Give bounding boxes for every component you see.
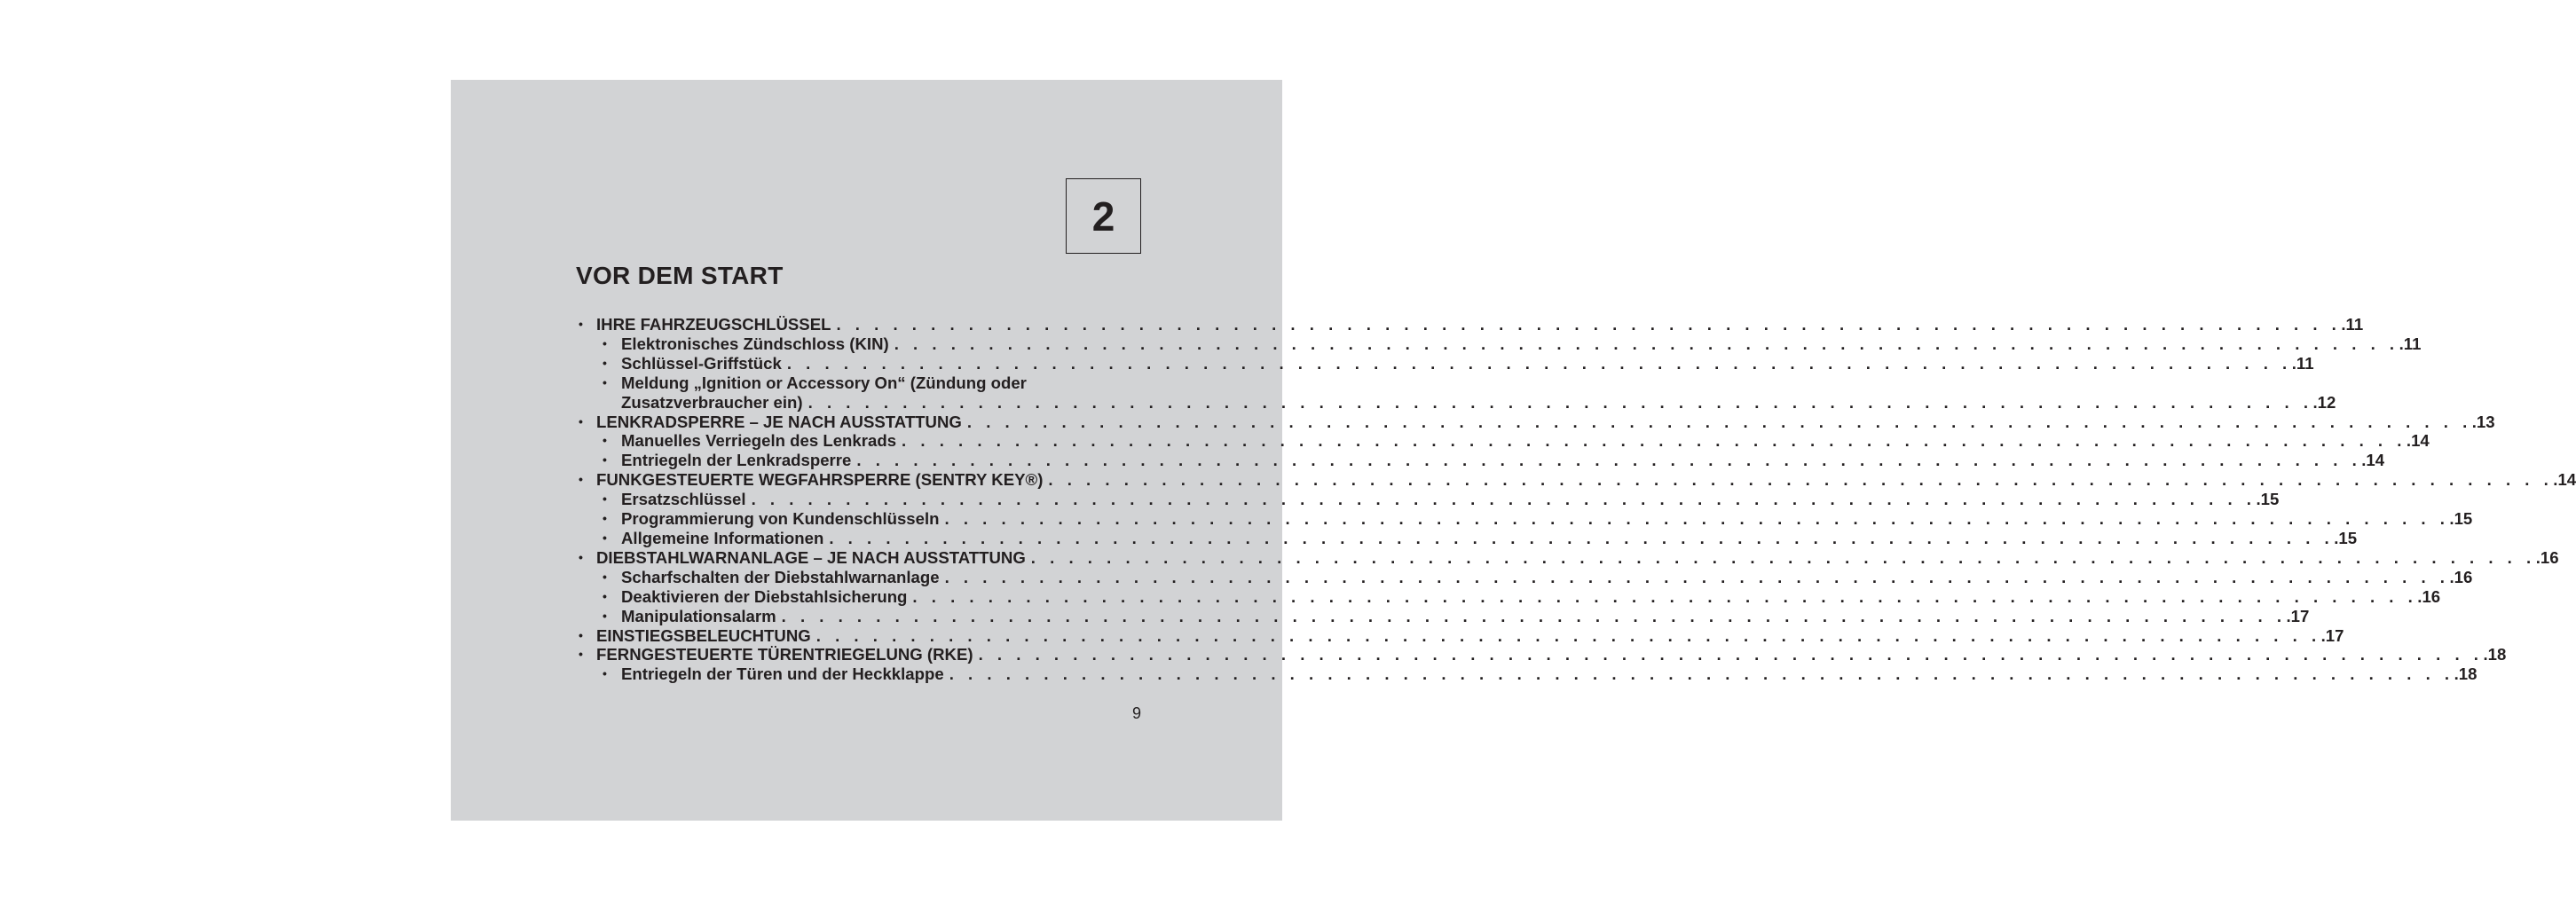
dot-leader: . . . . . . . . . . . . . . . . . . . . . . . . . . . . . . . . . . . . . . . . . . . . . . . . . . . . . . . . . . . . . . . . . . . . . . . . . . . . . . . .: [836, 315, 2342, 334]
toc-page-number: .11: [2291, 353, 2314, 373]
toc-entry-label: IHRE FAHRZEUGSCHLÜSSEL: [596, 315, 831, 334]
dot-leader: . . . . . . . . . . . . . . . . . . . . . . . . . . . . . . . . . . . . . . . . . . . . . . . . . . . . . . . . . . . . . . . . . . . . . . . . . . . . . . . .: [902, 431, 2407, 451]
toc-entry-label: Meldung „Ignition or Accessory On“ (Zündung oder: [621, 373, 1027, 392]
bullet-icon: •: [603, 433, 607, 448]
toc-page-number: .14: [2361, 451, 2385, 470]
toc-entry-label: Schlüssel-Griffstück: [621, 353, 782, 373]
toc-entry-label: Deaktivieren der Diebstahlsicherung: [621, 586, 908, 606]
dot-leader: . . . . . . . . . . . . . . . . . . . . . . . . . . . . . . . . . . . . . . . . . . . . . . . . . . . . . . . . . . . . . . . . . . . . . . . . . . . . . . . .: [815, 625, 2321, 645]
bullet-icon: •: [603, 511, 607, 526]
toc-entry-label: Entriegeln der Lenkradsperre: [621, 451, 852, 470]
chapter-number: 2: [1091, 193, 1115, 240]
dot-leader: . . . . . . . . . . . . . . . . . . . . . . . . . . . . . . . . . . . . . . . . . . . . . . . . . . . . . . . . . . . . . . . . . . . . . . . . . . . . . . . .: [949, 664, 2454, 684]
toc-page-number: .15: [2256, 490, 2280, 509]
toc-subsection[interactable]: [576, 353, 2314, 373]
bullet-icon: •: [603, 666, 607, 681]
toc-page-number: .16: [2449, 567, 2473, 586]
toc-subsection[interactable]: [576, 567, 2473, 587]
table-of-contents: [576, 315, 2576, 684]
dot-leader: . . . . . . . . . . . . . . . . . . . . . . . . . . . . . . . . . . . . . . . . . . . . . . . . . . . . . . . . . . . . . . . . . . . . . . . . . . . . . . . .: [1030, 547, 2536, 567]
toc-section[interactable]: [576, 315, 2364, 334]
dot-leader: . . . . . . . . . . . . . . . . . . . . . . . . . . . . . . . . . . . . . . . . . . . . . . . . . . . . . . . . . . . . . . . . . . . . . . . . . . . . . . . .: [829, 528, 2335, 547]
toc-subsection[interactable]: [576, 431, 2430, 451]
toc-page-number: .14: [2553, 470, 2576, 490]
page-panel: [451, 80, 2576, 821]
toc-page-number: .18: [2454, 664, 2478, 684]
toc-subsection[interactable]: [576, 664, 2478, 684]
dot-leader: . . . . . . . . . . . . . . . . . . . . . . . . . . . . . . . . . . . . . . . . . . . . . . . . . . . . . . . . . . . . . . . . . . . . . . . . . . . . . . . .: [786, 353, 2292, 373]
toc-section[interactable]: [576, 645, 2507, 664]
bullet-icon: •: [603, 374, 607, 389]
toc-entry-label: Entriegeln der Türen und der Heckklappe: [621, 664, 944, 684]
dot-leader: . . . . . . . . . . . . . . . . . . . . . . . . . . . . . . . . . . . . . . . . . . . . . . . . . . . . . . . . . . . . . . . . . . . . . . . . . . . . . . . .: [966, 412, 2472, 431]
toc-entry-label: Manuelles Verriegeln des Lenkrads: [621, 431, 897, 451]
toc-page-number: .13: [2471, 412, 2495, 431]
page-number: 9: [1132, 704, 1142, 722]
bullet-icon: •: [579, 472, 583, 487]
toc-page-number: .16: [2535, 547, 2559, 567]
toc-subsection[interactable]: [576, 334, 2422, 354]
toc-page-number: .11: [2399, 334, 2422, 353]
toc-page-number: .11: [2341, 315, 2364, 334]
toc-page-number: .18: [2483, 645, 2507, 664]
toc-subsection[interactable]: [576, 490, 2280, 509]
toc-subsection[interactable]: [576, 606, 2310, 626]
toc-page-number: .16: [2417, 586, 2441, 606]
dot-leader: . . . . . . . . . . . . . . . . . . . . . . . . . . . . . . . . . . . . . . . . . . . . . . . . . . . . . . . . . . . . . . . . . . . . . . . . . . . . . . . .: [912, 586, 2418, 606]
dot-leader: . . . . . . . . . . . . . . . . . . . . . . . . . . . . . . . . . . . . . . . . . . . . . . . . . . . . . . . . . . . . . . . . . . . . . . . . . . . . . . . .: [894, 334, 2399, 353]
toc-page-number: .15: [2449, 509, 2473, 529]
dot-leader: . . . . . . . . . . . . . . . . . . . . . . . . . . . . . . . . . . . . . . . . . . . . . . . . . . . . . . . . . . . . . . . . . . . . . . . . . . . . . . . .: [781, 606, 2287, 625]
toc-subsection[interactable]: [576, 373, 2336, 413]
bullet-icon: •: [579, 627, 583, 642]
dot-leader: . . . . . . . . . . . . . . . . . . . . . . . . . . . . . . . . . . . . . . . . . . . . . . . . . . . . . . . . . . . . . . . . . . . . . . . . . . . . . . . .: [978, 645, 2484, 664]
toc-subsection[interactable]: [576, 451, 2385, 470]
bullet-icon: •: [603, 569, 607, 584]
toc-page-number: .14: [2406, 431, 2430, 451]
toc-subsection[interactable]: [576, 528, 2358, 548]
toc-subsection[interactable]: [576, 509, 2473, 529]
toc-section[interactable]: [576, 412, 2495, 432]
bullet-icon: •: [603, 530, 607, 545]
toc-entry-label: EINSTIEGSBELEUCHTUNG: [596, 625, 811, 645]
dot-leader: . . . . . . . . . . . . . . . . . . . . . . . . . . . . . . . . . . . . . . . . . . . . . . . . . . . . . . . . . . . . . . . . . . . . . . . . . . . . . . . .: [1048, 470, 2554, 490]
toc-entry-label-continued: Zusatzverbraucher ein): [621, 392, 803, 412]
toc-page-number: .17: [2286, 606, 2310, 625]
toc-entry-label: Allgemeine Informationen: [621, 528, 824, 547]
dot-leader: . . . . . . . . . . . . . . . . . . . . . . . . . . . . . . . . . . . . . . . . . . . . . . . . . . . . . . . . . . . . . . . . . . . . . . . . . . . . . . . .: [944, 509, 2450, 529]
dot-leader: . . . . . . . . . . . . . . . . . . . . . . . . . . . . . . . . . . . . . . . . . . . . . . . . . . . . . . . . . . . . . . . . . . . . . . . . . . . . . . . .: [856, 451, 2362, 470]
toc-section[interactable]: [576, 470, 2576, 490]
bullet-icon: •: [603, 355, 607, 370]
chapter-number-box: [1066, 178, 1141, 254]
toc-entry-label: FERNGESTEUERTE TÜRENTRIEGELUNG (RKE): [596, 645, 973, 664]
dot-leader: . . . . . . . . . . . . . . . . . . . . . . . . . . . . . . . . . . . . . . . . . . . . . . . . . . . . . . . . . . . . . . . . . . . . . . . . . . . . . . . .: [807, 392, 2313, 412]
bullet-icon: •: [579, 647, 583, 662]
toc-entry-label: Scharfschalten der Diebstahlwarnanlage: [621, 567, 940, 586]
toc-page-number: .17: [2320, 625, 2344, 645]
bullet-icon: •: [579, 413, 583, 428]
toc-entry-label: Programmierung von Kundenschlüsseln: [621, 509, 940, 529]
toc-section[interactable]: [576, 625, 2344, 646]
bullet-icon: •: [579, 317, 583, 331]
toc-entry-label: Ersatzschlüssel: [621, 490, 746, 509]
chapter-title: VOR DEM START: [576, 262, 784, 289]
toc-entry-label: Manipulationsalarm: [621, 606, 776, 625]
toc-entry-label: LENKRADSPERRE – JE NACH AUSSTATTUNG: [596, 412, 962, 431]
toc-entry-label: DIEBSTAHLWARNANLAGE – JE NACH AUSSTATTUNG: [596, 547, 1026, 567]
toc-entry-label: Elektronisches Zündschloss (KIN): [621, 334, 889, 353]
toc-page-number: .15: [2334, 528, 2358, 547]
bullet-icon: •: [579, 549, 583, 564]
bullet-icon: •: [603, 491, 607, 507]
bullet-icon: •: [603, 588, 607, 603]
dot-leader: . . . . . . . . . . . . . . . . . . . . . . . . . . . . . . . . . . . . . . . . . . . . . . . . . . . . . . . . . . . . . . . . . . . . . . . . . . . . . . . .: [751, 490, 2257, 509]
bullet-icon: •: [603, 608, 607, 623]
toc-subsection[interactable]: [576, 586, 2441, 607]
bullet-icon: •: [603, 335, 607, 350]
bullet-icon: •: [603, 452, 607, 468]
toc-page-number: .12: [2312, 392, 2336, 412]
toc-entry-label: FUNKGESTEUERTE WEGFAHRSPERRE (SENTRY KEY®): [596, 470, 1044, 490]
toc-section[interactable]: [576, 547, 2559, 568]
dot-leader: . . . . . . . . . . . . . . . . . . . . . . . . . . . . . . . . . . . . . . . . . . . . . . . . . . . . . . . . . . . . . . . . . . . . . . . . . . . . . . . .: [944, 567, 2450, 586]
